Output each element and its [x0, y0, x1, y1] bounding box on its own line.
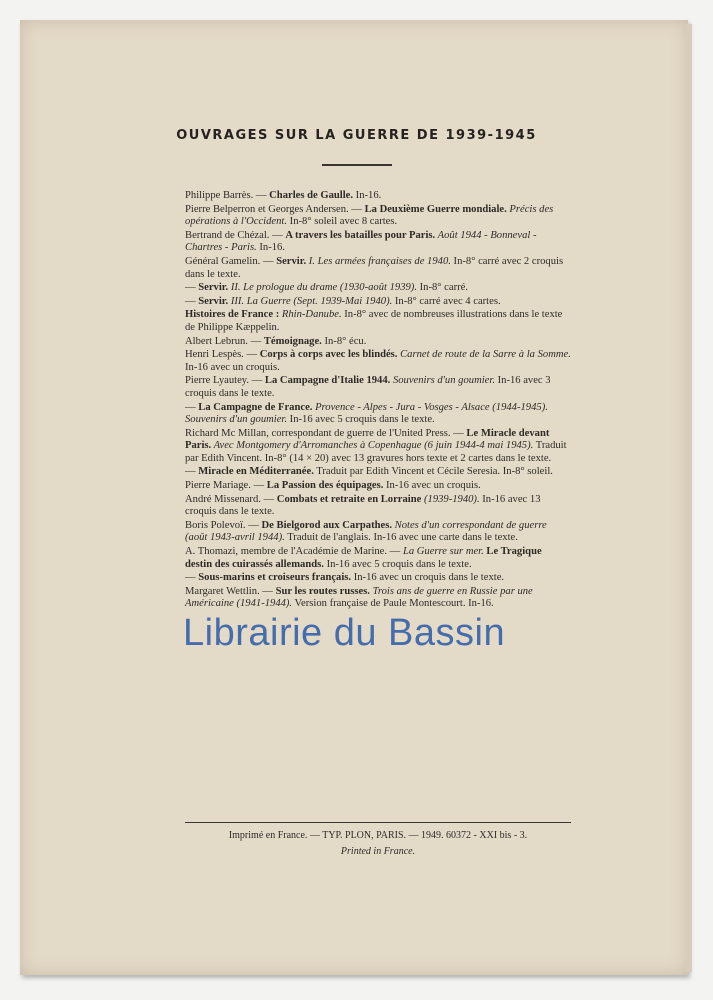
book-entry — [185, 309, 571, 334]
entry-author: Richard Mc Millan, correspondant de guerre de l'United Press. — — [185, 427, 467, 439]
entry-bold: Témoignage. — [263, 335, 322, 347]
entry-rest: Traduit par Edith Vincent. In-8° (14 × 20) avec 13 gravures hors texte et 2 cartes dans le texte. — [185, 440, 567, 464]
entry-author: — — [185, 401, 199, 413]
book-entry — [185, 466, 571, 479]
imprint — [185, 828, 571, 860]
entry-bold: La Deuxième Guerre mondiale. — [364, 203, 507, 215]
entry-rest: In-8° écu. — [321, 335, 367, 347]
entry-author: André Missenard. — — [185, 493, 277, 505]
entry-rest: In-16. — [353, 190, 382, 201]
entry-ital: La Guerre sur mer. — [402, 546, 484, 558]
entry-bold: La Campagne d'Italie 1944. — [264, 375, 391, 387]
entry-rest: Version française de Paule Montescourt. In-16. — [292, 598, 494, 610]
entry-bold: Servir. — [198, 282, 229, 294]
entry-rest: In-8° soleil avec 8 cartes. — [287, 216, 398, 228]
book-entry — [185, 375, 571, 400]
entry-rest: In-16 avec 5 croquis dans le texte. — [287, 414, 435, 426]
entry-bold: Combats et retraite en Lorraine — [276, 493, 422, 505]
entry-ital: Trois ans de guerre en Russie par une Américaine (1941-1944). — [185, 585, 533, 610]
book-entry — [185, 428, 571, 466]
entry-author: Pierre Mariage. — — [185, 480, 267, 492]
entry-rest: In-16 avec un croquis. — [383, 480, 481, 492]
book-entry — [185, 480, 571, 493]
entry-author: — — [185, 282, 199, 294]
entry-author: Bertrand de Chézal. — — [185, 229, 286, 241]
entry-bold: Corps à corps avec les blindés. — [259, 349, 398, 361]
book-list — [185, 190, 571, 612]
book-entry — [185, 494, 571, 519]
book-entry — [185, 546, 571, 571]
entry-author: Pierre Lyautey. — — [185, 375, 265, 387]
entry-author: Philippe Barrès. — — [185, 190, 270, 201]
book-entry — [185, 256, 571, 281]
entry-author: Boris Polevoï. — — [185, 519, 262, 531]
entry-author: Margaret Wettlin. — — [185, 585, 276, 597]
entry-author: Henri Lespès. — — [185, 349, 260, 361]
page-title: OUVRAGES SUR LA GUERRE DE 1939-1945 — [176, 128, 537, 143]
book-entry — [185, 190, 571, 203]
entry-ital: Précis des opérations à l'Occident. — [185, 203, 554, 228]
entry-bold: Sur les routes russes. — [275, 585, 370, 597]
page-edge — [686, 24, 692, 972]
entry-rest: In-8° carré avec 2 croquis dans le texte. — [185, 255, 564, 280]
entry-author: — — [185, 466, 199, 478]
entry-bold: Servir. — [276, 255, 307, 267]
entry-author: Général Gamelin. — — [185, 255, 277, 267]
entry-ital: II. Le prologue du drame (1930-août 1939). — [228, 282, 417, 294]
entry-rest: In-8° carré. — [416, 282, 468, 294]
entry-author: Pierre Belperron et Georges Andersen. — — [185, 203, 365, 215]
entry-bold: A travers les batailles pour Paris. — [285, 229, 436, 241]
entry-bold: Miracle en Méditerranée. — [198, 466, 314, 478]
entry-ital: Rhin-Danube. — [279, 309, 342, 321]
imprint-line-2: Printed in France. — [340, 846, 416, 857]
entry-author: — — [185, 295, 199, 307]
entry-bold: Servir. — [198, 295, 229, 307]
entry-ital: Notes d'un correspondant de guerre (août 1943-avril 1944). — [185, 519, 547, 544]
entry-author: Albert Lebrun. — — [185, 335, 264, 347]
entry-bold: Sous-marins et croiseurs français. — [198, 572, 352, 584]
book-entry — [185, 204, 571, 229]
book-entry — [185, 586, 571, 611]
entry-rest: In-16 avec un croquis. — [185, 361, 280, 373]
entry-rest: Traduit par Edith Vincent et Cécile Seresia. In-8° soleil. — [313, 466, 553, 478]
entry-rest: In-16 avec 13 croquis dans le texte. — [185, 493, 541, 518]
entry-bold: Le Miracle devant Paris. — [185, 427, 550, 452]
entry-ital: I. Les armées françaises de 1940. — [306, 255, 451, 267]
book-entry — [185, 336, 571, 349]
book-entry — [185, 282, 571, 295]
entry-ital: III. La Guerre (Sept. 1939-Mai 1940). — [228, 295, 393, 307]
watermark: Librairie du Bassin — [183, 612, 506, 654]
title-rule — [322, 164, 392, 166]
entry-rest2: In-16 avec 5 croquis dans le texte. — [323, 558, 472, 570]
book-entry — [185, 572, 571, 585]
entry-rest: In-8° carré avec 4 cartes. — [392, 295, 501, 307]
entry-bold: La Campagne de France. — [198, 401, 313, 413]
entry-ital: Souvenirs d'un goumier. — [390, 375, 495, 387]
entry-rest: In-8° avec de nombreuses illustrations dans le texte de Philippe Kæppelin. — [185, 309, 563, 333]
entry-bold: La Passion des équipages. — [266, 480, 384, 492]
entry-ital: Avec Montgomery d'Arromanches à Copenhague (6 juin 1944-4 mai 1945). — [211, 440, 534, 452]
entry-ital: Août 1944 - Bonneval - Chartres - Paris. — [185, 229, 537, 254]
entry-bold: Charles de Gaulle. — [269, 190, 354, 201]
book-entry — [185, 349, 571, 374]
book-entry — [185, 296, 571, 309]
book-entry — [185, 402, 571, 427]
entry-rest: In-16 avec 3 croquis dans le texte. — [185, 375, 551, 399]
entry-ital: Provence - Alpes - Jura - Vosges - Alsace (1944-1945). Souvenirs d'un goumier. — [185, 401, 548, 426]
entry-rest: In-16. — [256, 242, 285, 254]
book-entry — [185, 520, 571, 545]
entry-ital: Carnet de route de la Sarre à la Somme. — [397, 349, 571, 361]
entry-rest: Traduit de l'anglais. In-16 avec une carte dans le texte. — [284, 532, 518, 544]
entry-ital: (1939-1940). — [421, 493, 480, 505]
entry-rest: In-16 avec un croquis dans le texte. — [351, 572, 505, 584]
book-entry — [185, 230, 571, 255]
footer-rule — [185, 822, 571, 823]
imprint-line-1: Imprimé en France. — TYP. PLON, PARIS. — 1949. 60372 - XXI bis - 3. — [228, 830, 528, 841]
entry-bold: De Bielgorod aux Carpathes. — [261, 519, 392, 531]
entry-bold: Histoires de France : — [185, 309, 280, 321]
entry-author: A. Thomazi, membre de l'Académie de Marine. — — [185, 546, 403, 558]
entry-author: — — [185, 572, 199, 584]
entry-bold2: Le Tragique destin des cuirassés allemands. — [185, 546, 542, 570]
